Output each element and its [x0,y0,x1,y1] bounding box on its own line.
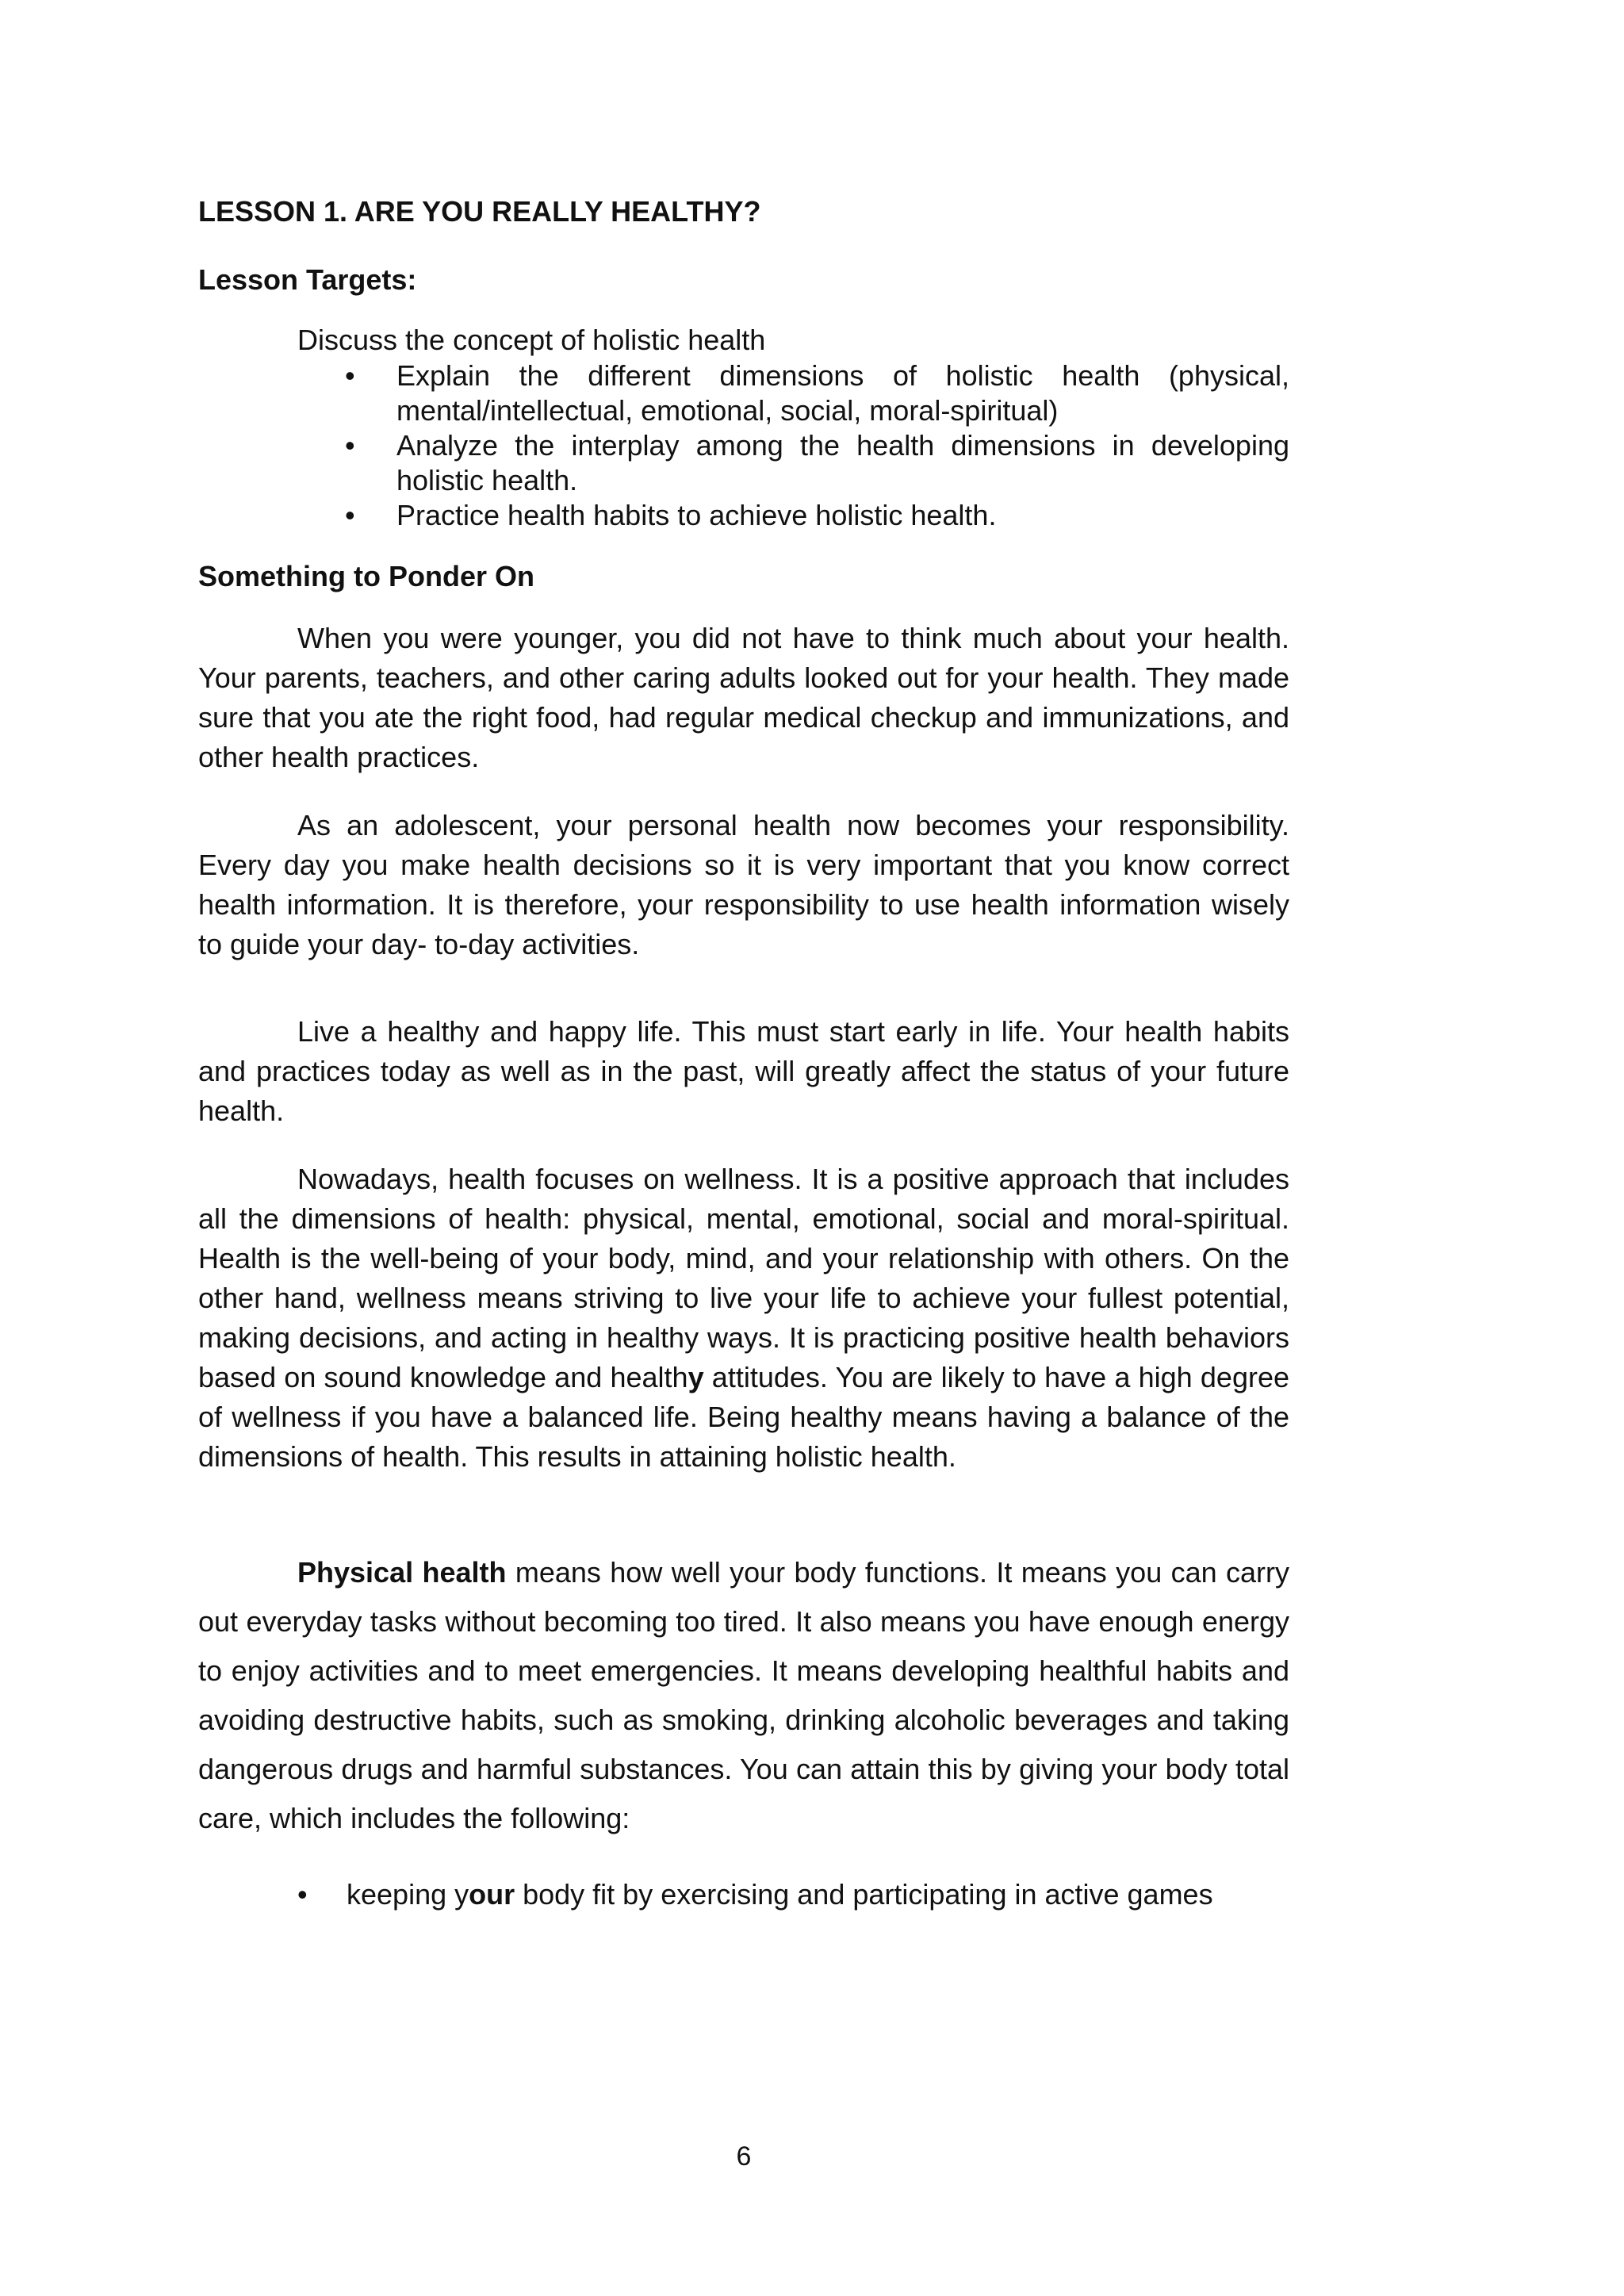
care-list [198,1875,1289,1915]
ponder-heading: Something to Ponder On [198,560,534,592]
care-bold: our [469,1878,515,1911]
list-item [297,498,1289,533]
list-item [198,1875,1289,1915]
lesson-title: LESSON 1. ARE YOU REALLY HEALTHY? [198,195,761,228]
physical-health-text: means how well your body functions. It means you can carry out everyday tasks without becoming too tired. It also means you have enough energy to enjoy activities and to meet emergencies. It means developing healthful habits and avoiding destructive habits, such as smoking, drinking alcoholic beverages and taking dangerous drugs and harmful substances. You can attain this by giving your body total care, which includes the following: [198,1556,1289,1834]
physical-health-term: Physical health [297,1556,507,1589]
targets-list [297,358,1289,533]
target-text: Explain the different dimensions of holistic health (physical, mental/intellectual, emotional, social, moral-spiritual) [396,359,1289,427]
target-text: Practice health habits to achieve holistic health. [396,499,997,531]
paragraph-wellness [198,1159,1289,1477]
paragraph-younger: When you were younger, you did not have to think much about your health. Your parents, teachers, and other caring adults looked out for your health. They made sure that you ate the right food, had regular medical checkup and immunizations, and other health practices. [198,622,1289,773]
care-text-b: body fit by exercising and participating in active games [515,1878,1213,1911]
target-text: Analyze the interplay among the health dimensions in developing holistic health. [396,429,1289,496]
wellness-text-b: attitudes. You are likely to have a high degree of wellness if you have a balanced life. Being healthy means having a balance of the dimensions of health. This results in attaining holistic health. [198,1361,1290,1473]
wellness-text-a: Nowadays, health focuses on wellness. It is a positive approach that includes all the dimensions of health: physical, mental, emotional, social and moral-spiritual. Health is the well-being of your body, mind, and your relationship with others. On the other hand, wellness means striving to live your life to achieve your fullest potential, making decisions, and acting in healthy ways. It is practicing positive health behaviors based on sound knowledge and health [198,1163,1289,1393]
list-item [297,358,1289,428]
targets-intro: Discuss the concept of holistic health [297,324,766,356]
bullet-icon: • [345,359,355,392]
bullet-icon: • [297,1878,308,1911]
list-item [297,428,1289,498]
wellness-bold: y [688,1361,704,1393]
page-number: 6 [736,2141,752,2171]
paragraph-physical-health [198,1548,1289,1843]
page-content [198,182,1289,1915]
paragraph-healthy-life: Live a healthy and happy life. This must start early in life. Your health habits and practices today as well as in the past, will greatly affect the status of your future health. [198,1015,1289,1127]
bullet-icon: • [345,499,355,531]
care-text-a: keeping y [347,1878,469,1911]
lesson-targets-heading: Lesson Targets: [198,263,417,296]
paragraph-adolescent: As an adolescent, your personal health now becomes your responsibility. Every day you make health decisions so it is very important that you know correct health information. It is therefore, your responsibility to use health information wisely to guide your day- to-day activities. [198,809,1289,960]
bullet-icon: • [345,429,355,462]
